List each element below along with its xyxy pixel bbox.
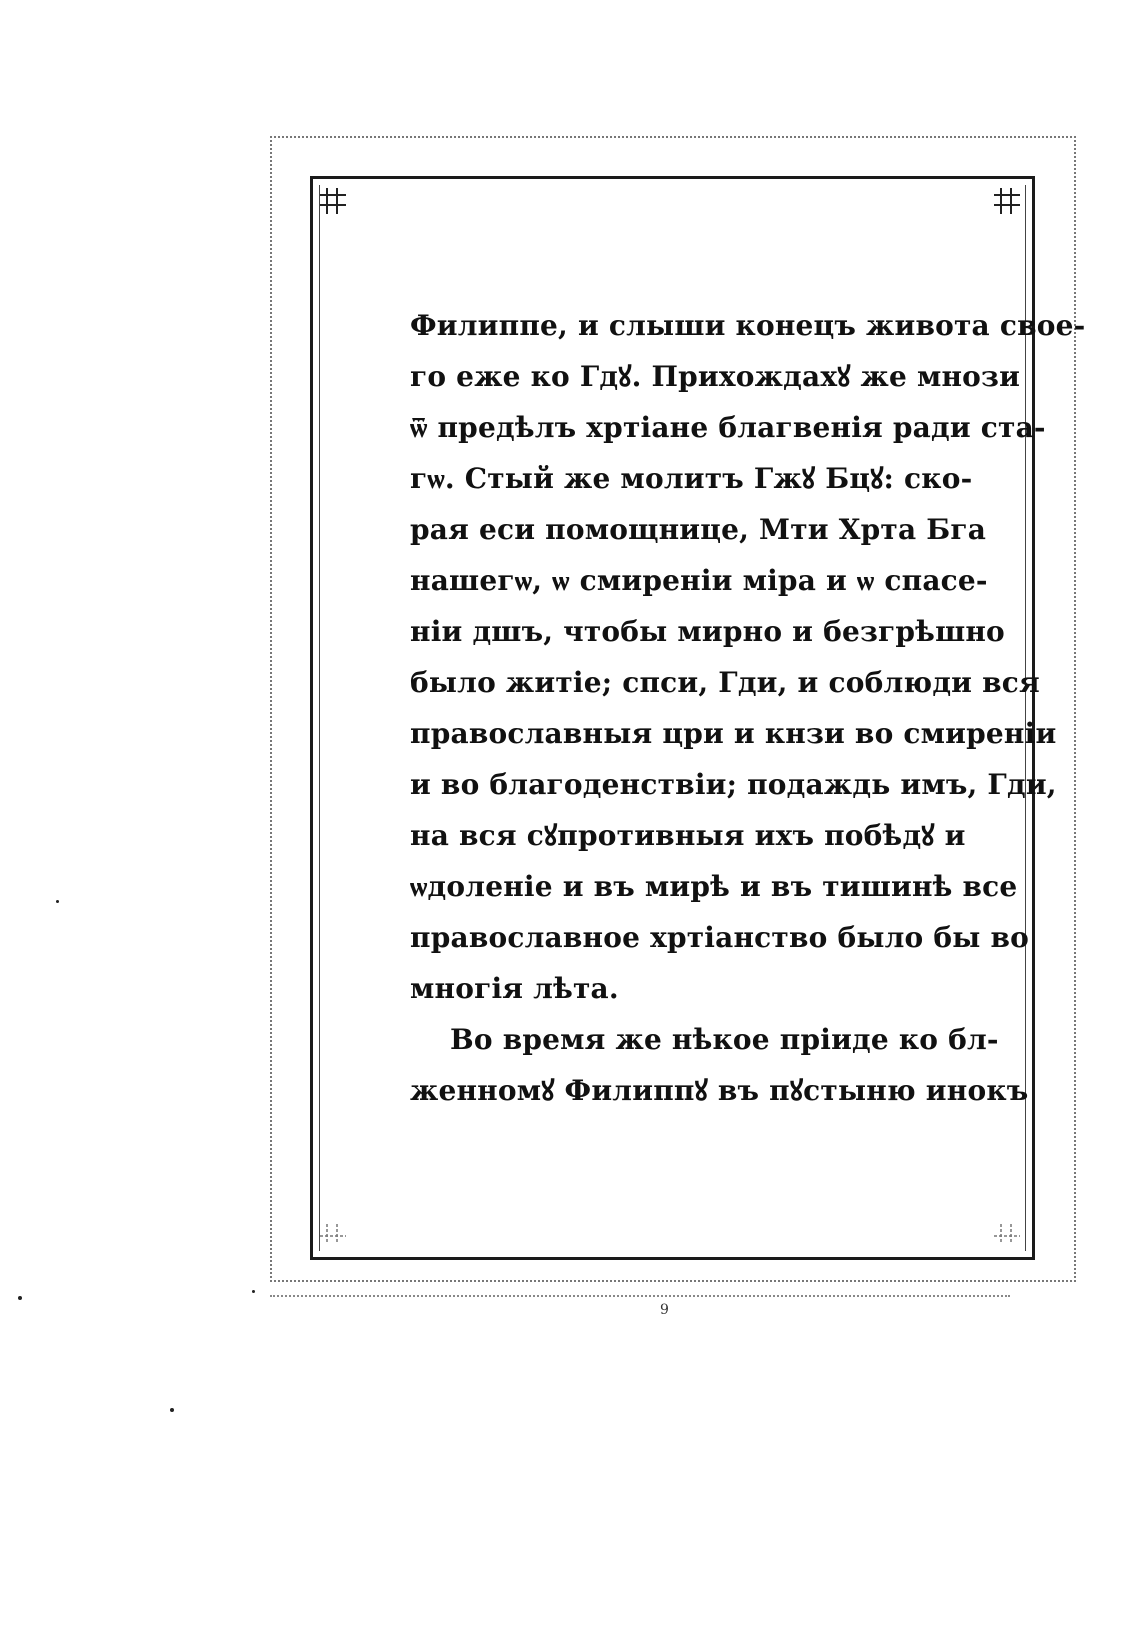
text-line: рая еси помощнице, Мти Хрта Бга: [410, 513, 987, 546]
text-line: гѡ. Стый же молитъ Гжꙋ Бцꙋ: ско-: [410, 462, 973, 495]
scan-speck: [170, 1408, 174, 1412]
text-line: нашегѡ, ѡ смиреніи міра и ѡ спасе-: [410, 564, 988, 597]
text-line: православное хртіанство было бы во: [410, 921, 1029, 954]
scan-speck: [18, 1296, 22, 1300]
text-line: женномꙋ Филиппꙋ въ пꙋстыню инокъ: [410, 1074, 1029, 1107]
bottom-dotted-rule: [270, 1295, 1010, 1297]
text-line: го еже ко Гдꙋ. Прихождахꙋ же мнози: [410, 360, 1021, 393]
text-line: на вся сꙋпротивныя ихъ побѣдꙋ и: [410, 819, 966, 852]
scan-speck: [252, 1290, 255, 1293]
corner-ornament-icon: [318, 1216, 348, 1246]
text-line: было житіе; спси, Гди, и соблюди вся: [410, 666, 1040, 699]
text-line: ѡдоленіе и въ мирѣ и въ тишинѣ все: [410, 870, 1018, 903]
body-text: [410, 300, 1086, 1116]
corner-ornament-icon: [992, 1216, 1022, 1246]
text-line: ѿ предѣлъ хртіане благвенія ради ста-: [410, 411, 1046, 444]
page-number: 9: [660, 1302, 669, 1318]
corner-ornament-icon: [992, 186, 1022, 216]
text-line: ніи дшъ, чтобы мирно и безгрѣшно: [410, 615, 1005, 648]
text-line: Филиппе, и слыши конецъ живота свое-: [410, 309, 1086, 342]
text-line: и во благоденствіи; подаждь имъ, Гди,: [410, 768, 1057, 801]
text-line: многія лѣта.: [410, 972, 619, 1005]
corner-ornament-icon: [318, 186, 348, 216]
paragraph-start-line: Во время же нѣкое пріиде ко бл-: [450, 1023, 999, 1056]
scan-speck: [56, 900, 59, 903]
text-line: православныя цри и кнзи во смиреніи: [410, 717, 1057, 750]
